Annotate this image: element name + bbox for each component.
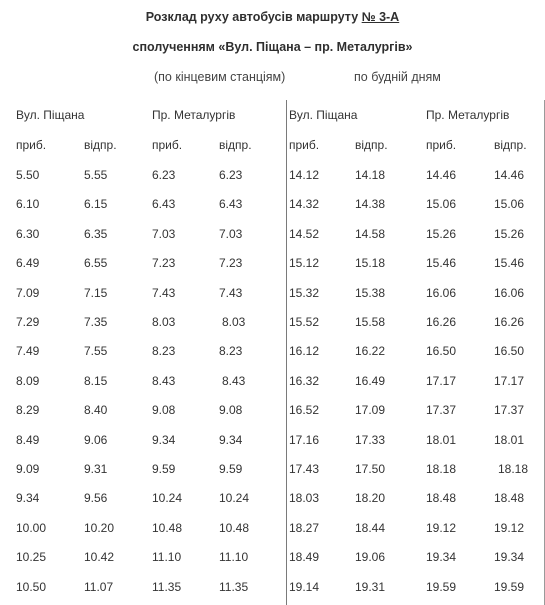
stop-header-pishchana: Вул. Піщана: [289, 108, 358, 122]
time-cell-arrival-metalurhiv: 19.12: [426, 521, 457, 535]
time-cell-arrival-metalurhiv: 14.46: [426, 168, 457, 182]
time-cell-departure-metalurhiv: 9.34: [219, 433, 243, 447]
time-cell-departure-pishchana: 18.20: [355, 491, 386, 505]
time-cell-arrival-metalurhiv: 9.34: [152, 433, 176, 447]
time-cell-departure-metalurhiv: 10.24: [219, 491, 250, 505]
stop-header-pishchana: Вул. Піщана: [16, 108, 85, 122]
time-cell-departure-pishchana: 10.20: [84, 521, 115, 535]
time-cell-arrival-metalurhiv: 6.23: [152, 168, 176, 182]
time-cell-departure-metalurhiv: 6.23: [219, 168, 243, 182]
time-cell-departure-metalurhiv: 18.01: [494, 433, 525, 447]
time-cell-arrival-pishchana: 9.34: [16, 491, 40, 505]
time-cell-departure-metalurhiv: 15.46: [494, 256, 525, 270]
time-cell-departure-metalurhiv: 19.34: [494, 550, 525, 564]
time-cell-arrival-pishchana: 15.12: [289, 256, 320, 270]
time-cell-arrival-metalurhiv: 10.24: [152, 491, 183, 505]
time-cell-departure-pishchana: 11.07: [84, 580, 114, 594]
time-cell-arrival-metalurhiv: 19.34: [426, 550, 457, 564]
time-cell-arrival-pishchana: 16.32: [289, 374, 320, 388]
arrival-header: приб.: [152, 138, 183, 152]
time-cell-departure-pishchana: 9.06: [84, 433, 108, 447]
title-prefix: Розклад руху автобусів маршруту: [145, 10, 362, 24]
time-cell-departure-metalurhiv: 8.03: [222, 315, 246, 329]
time-cell-departure-pishchana: 7.15: [84, 286, 108, 300]
time-cell-arrival-pishchana: 16.52: [289, 403, 320, 417]
time-cell-departure-metalurhiv: 9.08: [219, 403, 243, 417]
time-cell-arrival-pishchana: 7.29: [16, 315, 40, 329]
time-cell-departure-pishchana: 5.55: [84, 168, 108, 182]
time-cell-arrival-metalurhiv: 7.43: [152, 286, 176, 300]
time-cell-arrival-pishchana: 7.09: [16, 286, 40, 300]
time-cell-departure-metalurhiv: 17.37: [494, 403, 525, 417]
time-cell-arrival-pishchana: 8.49: [16, 433, 40, 447]
time-cell-arrival-metalurhiv: 16.26: [426, 315, 457, 329]
route-number-link[interactable]: № 3-А: [361, 10, 400, 24]
time-cell-departure-metalurhiv: 17.17: [494, 374, 525, 388]
time-cell-arrival-metalurhiv: 19.59: [426, 580, 457, 594]
time-cell-departure-metalurhiv: 8.23: [219, 344, 243, 358]
time-cell-arrival-metalurhiv: 9.08: [152, 403, 176, 417]
time-cell-arrival-pishchana: 8.09: [16, 374, 40, 388]
time-cell-departure-pishchana: 7.55: [84, 344, 108, 358]
time-cell-arrival-metalurhiv: 11.35: [152, 580, 182, 594]
time-cell-departure-metalurhiv: 7.43: [219, 286, 243, 300]
departure-header: відпр.: [84, 138, 117, 152]
time-cell-departure-pishchana: 17.09: [355, 403, 386, 417]
time-cell-departure-pishchana: 9.31: [84, 462, 108, 476]
time-cell-departure-pishchana: 14.38: [355, 197, 386, 211]
time-cell-arrival-metalurhiv: 11.10: [152, 550, 182, 564]
time-cell-departure-pishchana: 10.42: [84, 550, 115, 564]
time-cell-departure-pishchana: 15.18: [355, 256, 386, 270]
time-cell-departure-pishchana: 17.33: [355, 433, 386, 447]
time-cell-departure-pishchana: 14.58: [355, 227, 386, 241]
time-cell-departure-metalurhiv: 6.43: [219, 197, 243, 211]
time-cell-departure-metalurhiv: 15.26: [494, 227, 525, 241]
time-cell-arrival-pishchana: 6.30: [16, 227, 40, 241]
time-cell-departure-metalurhiv: 11.35: [219, 580, 249, 594]
time-cell-arrival-metalurhiv: 18.18: [426, 462, 457, 476]
time-cell-arrival-pishchana: 5.50: [16, 168, 40, 182]
time-cell-departure-pishchana: 17.50: [355, 462, 386, 476]
time-cell-arrival-pishchana: 18.27: [289, 521, 320, 535]
time-cell-arrival-pishchana: 9.09: [16, 462, 40, 476]
time-cell-arrival-metalurhiv: 8.23: [152, 344, 176, 358]
time-cell-arrival-pishchana: 17.43: [289, 462, 320, 476]
stop-header-metalurhiv: Пр. Металургів: [152, 108, 236, 122]
time-cell-arrival-pishchana: 10.25: [16, 550, 47, 564]
time-cell-arrival-metalurhiv: 16.06: [426, 286, 457, 300]
time-cell-departure-metalurhiv: 18.48: [494, 491, 525, 505]
time-cell-arrival-metalurhiv: 17.17: [426, 374, 457, 388]
time-cell-departure-metalurhiv: 15.06: [494, 197, 525, 211]
time-cell-arrival-pishchana: 19.14: [289, 580, 320, 594]
table-divider: [286, 100, 287, 605]
time-cell-arrival-pishchana: 10.00: [16, 521, 47, 535]
time-cell-departure-pishchana: 19.06: [355, 550, 386, 564]
time-cell-departure-pishchana: 9.56: [84, 491, 108, 505]
arrival-header: приб.: [426, 138, 457, 152]
time-cell-arrival-pishchana: 18.49: [289, 550, 320, 564]
stop-header-metalurhiv: Пр. Металургів: [426, 108, 510, 122]
time-cell-arrival-pishchana: 14.12: [289, 168, 320, 182]
departure-header: відпр.: [219, 138, 252, 152]
time-cell-arrival-pishchana: 10.50: [16, 580, 47, 594]
time-cell-departure-pishchana: 8.40: [84, 403, 108, 417]
arrival-header: приб.: [16, 138, 47, 152]
time-cell-departure-pishchana: 8.15: [84, 374, 108, 388]
time-cell-departure-pishchana: 6.15: [84, 197, 108, 211]
time-cell-arrival-metalurhiv: 8.03: [152, 315, 176, 329]
time-cell-arrival-metalurhiv: 15.26: [426, 227, 457, 241]
time-cell-departure-metalurhiv: 8.43: [222, 374, 246, 388]
time-cell-departure-pishchana: 6.35: [84, 227, 108, 241]
time-cell-departure-metalurhiv: 7.23: [219, 256, 243, 270]
time-cell-departure-metalurhiv: 9.59: [219, 462, 243, 476]
time-cell-departure-metalurhiv: 10.48: [219, 521, 250, 535]
time-cell-arrival-pishchana: 6.10: [16, 197, 40, 211]
arrival-header: приб.: [289, 138, 320, 152]
time-cell-arrival-pishchana: 15.52: [289, 315, 320, 329]
time-cell-arrival-metalurhiv: 18.01: [426, 433, 457, 447]
time-cell-arrival-metalurhiv: 15.46: [426, 256, 457, 270]
time-cell-arrival-metalurhiv: 7.03: [152, 227, 176, 241]
time-cell-departure-pishchana: 18.44: [355, 521, 386, 535]
subtitle-weekdays: по будній дням: [354, 70, 441, 84]
time-cell-arrival-metalurhiv: 18.48: [426, 491, 457, 505]
time-cell-arrival-pishchana: 6.49: [16, 256, 40, 270]
time-cell-departure-metalurhiv: 11.10: [219, 550, 249, 564]
time-cell-departure-pishchana: 19.31: [355, 580, 386, 594]
time-cell-departure-pishchana: 16.22: [355, 344, 386, 358]
time-cell-departure-pishchana: 15.58: [355, 315, 386, 329]
time-cell-departure-pishchana: 7.35: [84, 315, 108, 329]
time-cell-arrival-metalurhiv: 17.37: [426, 403, 457, 417]
departure-header: відпр.: [355, 138, 388, 152]
time-cell-arrival-metalurhiv: 7.23: [152, 256, 176, 270]
time-cell-departure-metalurhiv: 14.46: [494, 168, 525, 182]
time-cell-departure-metalurhiv: 16.26: [494, 315, 525, 329]
time-cell-arrival-pishchana: 14.32: [289, 197, 320, 211]
time-cell-arrival-pishchana: 8.29: [16, 403, 40, 417]
time-cell-arrival-metalurhiv: 6.43: [152, 197, 176, 211]
time-cell-arrival-metalurhiv: 16.50: [426, 344, 457, 358]
time-cell-arrival-pishchana: 7.49: [16, 344, 40, 358]
time-cell-arrival-pishchana: 17.16: [289, 433, 320, 447]
time-cell-arrival-metalurhiv: 8.43: [152, 374, 176, 388]
time-cell-departure-metalurhiv: 16.50: [494, 344, 525, 358]
time-cell-arrival-metalurhiv: 9.59: [152, 462, 176, 476]
time-cell-arrival-pishchana: 18.03: [289, 491, 320, 505]
time-cell-arrival-pishchana: 14.52: [289, 227, 320, 241]
time-cell-departure-metalurhiv: 19.12: [494, 521, 525, 535]
time-cell-departure-metalurhiv: 16.06: [494, 286, 525, 300]
schedule-title: [0, 10, 545, 24]
time-cell-departure-metalurhiv: 19.59: [494, 580, 525, 594]
time-cell-arrival-metalurhiv: 15.06: [426, 197, 457, 211]
time-cell-arrival-pishchana: 15.32: [289, 286, 320, 300]
time-cell-arrival-pishchana: 16.12: [289, 344, 320, 358]
route-description: сполученням «Вул. Піщана – пр. Металургів»: [132, 40, 413, 54]
time-cell-departure-pishchana: 14.18: [355, 168, 386, 182]
time-cell-departure-metalurhiv: 18.18: [498, 462, 529, 476]
subtitle-terminal-stations: (по кінцевим станціям): [154, 70, 286, 84]
time-cell-departure-pishchana: 15.38: [355, 286, 386, 300]
departure-header: відпр.: [494, 138, 527, 152]
time-cell-arrival-metalurhiv: 10.48: [152, 521, 183, 535]
time-cell-departure-pishchana: 6.55: [84, 256, 108, 270]
time-cell-departure-metalurhiv: 7.03: [219, 227, 243, 241]
time-cell-departure-pishchana: 16.49: [355, 374, 386, 388]
